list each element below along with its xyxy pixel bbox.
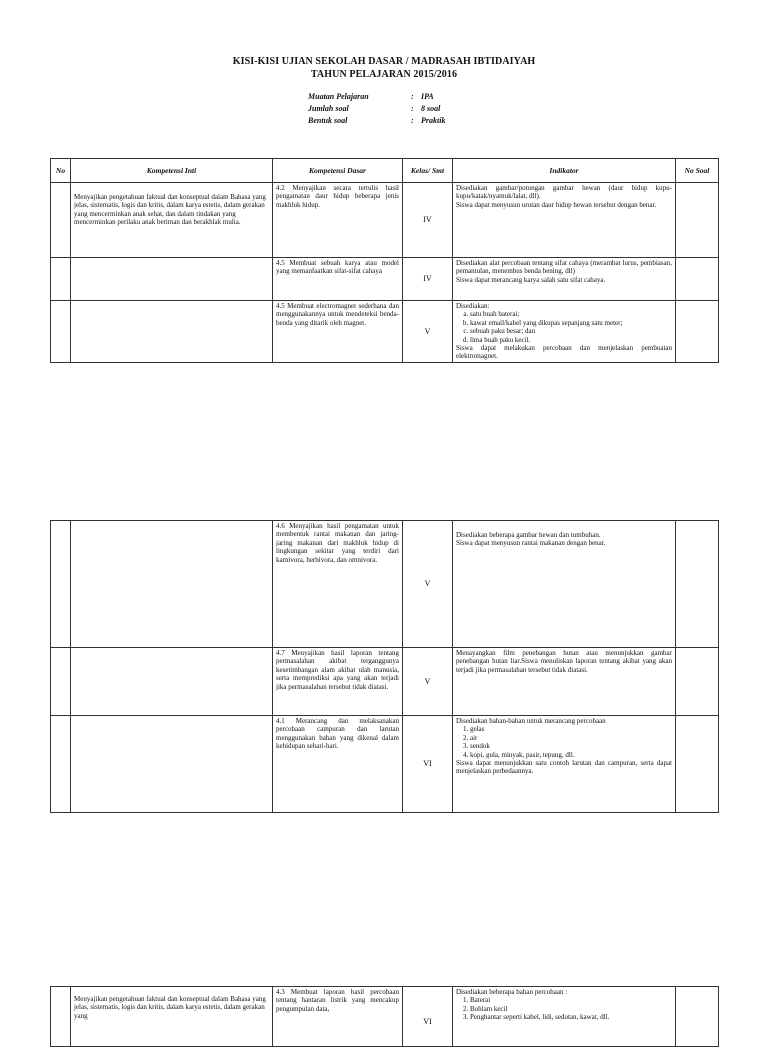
meta-row	[308, 92, 434, 101]
cell-kelas: VI	[403, 987, 453, 1047]
indikator-list	[456, 310, 672, 344]
list-item: d. lima buah paku kecil.	[470, 336, 672, 344]
meta-value: Praktik	[421, 116, 446, 125]
cell-kompetensi-inti	[71, 258, 273, 301]
cell-kompetensi-dasar: 4.5 Membuat sebuah karya atau model yang memanfaatkan sifat-sifat cahaya	[273, 258, 403, 301]
cell-indikator	[453, 183, 676, 258]
indikator-list	[456, 996, 672, 1021]
cell-no-soal	[676, 301, 719, 363]
header-kompetensi-inti: Kompetensi Inti	[71, 159, 273, 183]
header-kelas: Kelas/ Smt	[403, 159, 453, 183]
meta-sep: :	[411, 104, 414, 113]
cell-kompetensi-inti	[71, 648, 273, 716]
cell-kelas: V	[403, 301, 453, 363]
indikator-text: Siswa dapat merancang karya salah satu sifat cahaya.	[456, 275, 606, 284]
kisi-table-page1	[50, 158, 719, 363]
list-item: b. kawat email/kabel yang dikupas sepanjang satu meter;	[470, 319, 672, 327]
cell-indikator	[453, 716, 676, 813]
cell-kompetensi-dasar: 4.1 Merancang dan melaksanakan percobaan campuran dan larutan menggunakan bahan yang dikenal dalam kehidupan sehari-hari.	[273, 716, 403, 813]
table-row	[51, 716, 719, 813]
list-item: 3. sendok	[470, 742, 672, 750]
cell-indikator	[453, 301, 676, 363]
list-item: 2. air	[470, 734, 672, 742]
table-header-row	[51, 159, 719, 183]
cell-kelas: VI	[403, 716, 453, 813]
indikator-text: Siswa dapat melakukan percobaan dan menjelaskan pembuatan elektromagnet.	[456, 343, 672, 361]
indikator-text: Disediakan beberapa bahan percobaan :	[456, 988, 568, 996]
cell-no	[51, 521, 71, 648]
cell-indikator	[453, 648, 676, 716]
cell-kelas: IV	[403, 183, 453, 258]
cell-no-soal	[676, 183, 719, 258]
list-item: 4. kopi, gula, minyak, pasir, tepung, dll.	[470, 751, 672, 759]
cell-kompetensi-inti	[71, 521, 273, 648]
table-row	[51, 987, 719, 1047]
indikator-text: Disediakan bahan-bahan untuk merancang percobaan	[456, 717, 606, 725]
table-row	[51, 183, 719, 258]
cell-kompetensi-inti: Menyajikan pengetahuan faktual dan konseptual dalam Bahasa yang jelas, sistematis, logis dan kritis, dalam karya estetis, dalam gerakan yang mencerminkan anak sehat, dan dalam tindakan yang mencerminkan perilaku anak beriman dan berakhlak mulia.	[71, 183, 273, 258]
cell-kelas: IV	[403, 258, 453, 301]
list-item: 3. Penghantar seperti kabel, lidi, sedotan, kawat, dll.	[470, 1013, 672, 1021]
cell-indikator	[453, 258, 676, 301]
header-no-soal: No Soal	[676, 159, 719, 183]
cell-no	[51, 648, 71, 716]
cell-indikator	[453, 987, 676, 1047]
indikator-text: Menayangkan film penebangan hutan atau menunjukkan gambar penebangan hutan liar.Siswa menuliskan laporan tentang akibat yang akan terjadi jika permasalahan tersebut tidak diatasi.	[456, 649, 672, 674]
indikator-list	[456, 725, 672, 759]
cell-kompetensi-dasar: 4.3 Membuat laporan hasil percobaan tentang hantaran listrik yang mencakup pengumpulan data,	[273, 987, 403, 1047]
meta-sep: :	[411, 92, 414, 101]
doc-title: KISI-KISI UJIAN SEKOLAH DASAR / MADRASAH IBTIDAIYAH	[232, 56, 536, 67]
cell-kompetensi-dasar: 4.5 Membuat electromagnet sederhana dan menggunakannya untuk mendeteksi benda-benda yang ditarik oleh magnet.	[273, 301, 403, 363]
indikator-text: Disediakan alat percobaan tentang sifat cahaya (merambat lurus, pembiasan, pemantulan, menembus benda bening, dll)	[456, 259, 672, 276]
list-item: 1. Baterai	[470, 996, 672, 1004]
cell-no-soal	[676, 648, 719, 716]
cell-kompetensi-inti	[71, 301, 273, 363]
header-kompetensi-dasar: Kompetensi Dasar	[273, 159, 403, 183]
cell-kompetensi-dasar: 4.7 Menyajikan hasil laporan tentang permasalahan akibat terganggunya kesetimbangan alam akibat ulah manusia, serta memprediksi apa yang akan terjadi jika permasalahan tersebut tidak diatasi.	[273, 648, 403, 716]
cell-indikator	[453, 521, 676, 648]
cell-no-soal	[676, 258, 719, 301]
cell-kompetensi-dasar: 4.2 Menyajikan secara tertulis hasil pengamatan daur hidup beberapa jenis makhluk hidup.	[273, 183, 403, 258]
meta-label: Jumlah soal	[308, 104, 349, 113]
meta-row	[308, 104, 440, 113]
cell-no	[51, 258, 71, 301]
cell-kompetensi-inti	[71, 716, 273, 813]
cell-kelas: V	[403, 648, 453, 716]
list-item: 1. gelas	[470, 725, 672, 733]
doc-year: TAHUN PELAJARAN 2015/2016	[310, 69, 458, 80]
indikator-text: Siswa dapat menyusun urutan daur hidup hewan tersebut dengan benar.	[456, 200, 657, 209]
indikator-text: Disediakan:	[456, 302, 490, 310]
cell-no-soal	[676, 987, 719, 1047]
indikator-text: Disediakan gambar/potongan gambar hewan (daur hidup kupu-kupu/katak/nyamuk/lalat, dll).	[456, 184, 672, 201]
cell-kompetensi-dasar: 4.6 Menyajikan hasil pengamatan untuk membentuk rantai makanan dan jaring-jaring makanan dari makhluk hidup di lingkungan sekitar yang terdiri dari karnivora, herbivora, dan omnivora.	[273, 521, 403, 648]
list-item: c. sebuah paku besar; dan	[470, 327, 672, 335]
meta-value: 8 soal	[421, 104, 441, 113]
meta-label: Bentuk soal	[308, 116, 348, 125]
cell-no	[51, 987, 71, 1047]
table-row	[51, 258, 719, 301]
cell-kelas: V	[403, 521, 453, 648]
cell-no-soal	[676, 716, 719, 813]
kisi-table-page2	[50, 520, 719, 813]
table-row	[51, 648, 719, 716]
table-row	[51, 301, 719, 363]
list-item: a. satu buah baterai;	[470, 310, 672, 318]
cell-no-soal	[676, 521, 719, 648]
cell-no	[51, 183, 71, 258]
meta-value: IPA	[421, 92, 434, 101]
indikator-text: Siswa dapat menunjukkan satu contoh larutan dan campuran, serta dapat menjelaskan perbedaannya.	[456, 758, 672, 776]
indikator-text: Siswa dapat menyusun rantai makanan dengan benar.	[456, 539, 606, 548]
list-item: 2. Bohlam kecil	[470, 1005, 672, 1013]
cell-no	[51, 716, 71, 813]
cell-no	[51, 301, 71, 363]
meta-sep: :	[411, 116, 414, 125]
kisi-table-page3	[50, 986, 719, 1047]
meta-row	[308, 116, 445, 125]
indikator-text: Disediakan beberapa gambar hewan dan tumbuhan.	[456, 531, 601, 539]
table-row	[51, 521, 719, 648]
cell-kompetensi-inti: Menyajikan pengetahuan faktual dan konseptual dalam Bahasa yang jelas, sistematis, logis dan kritis, dalam karya estetis, dalam gerakan yang	[71, 987, 273, 1047]
header-indikator: Indikator	[453, 159, 676, 183]
header-no: No	[51, 159, 71, 183]
meta-label: Muatan Pelajaran	[308, 92, 369, 101]
